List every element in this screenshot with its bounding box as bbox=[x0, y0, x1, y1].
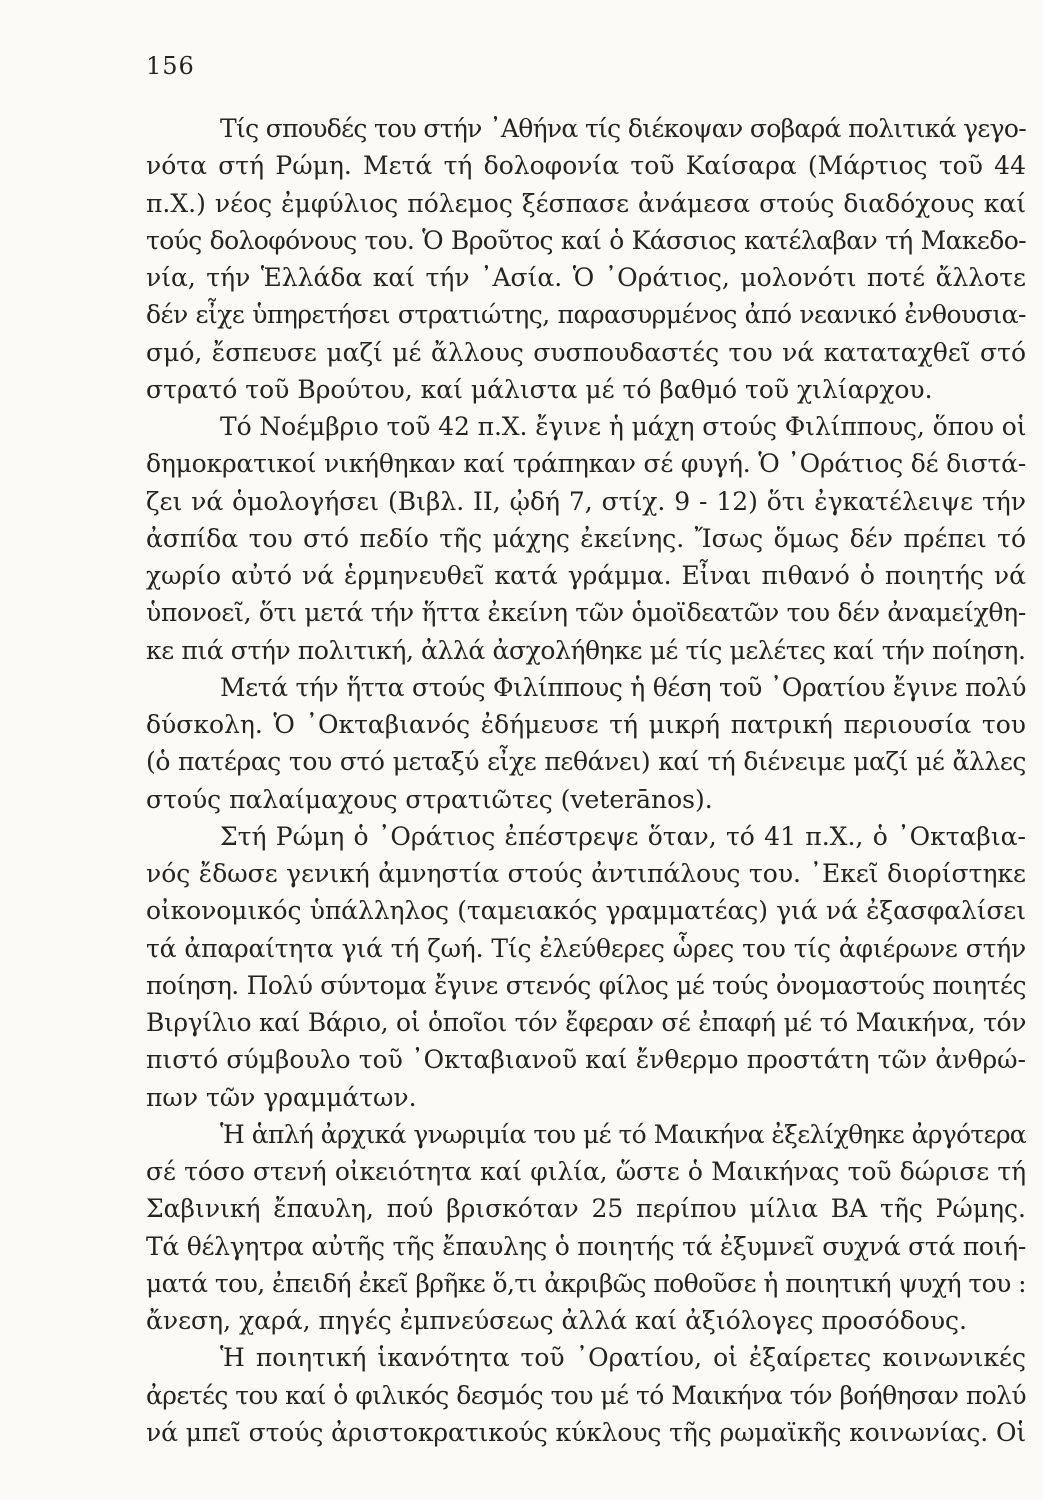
text-line: τούς δολοφόνους του. Ὁ Βροῦτος καί ὁ Κάσσιος κατέλαβαν τή Μακεδο- bbox=[146, 225, 1026, 255]
text-line: νός ἔδωσε γενική ἀμνηστία στούς ἀντιπάλους του. ᾿Εκεῖ διορίστηκε bbox=[146, 859, 1026, 888]
text-line: ἀσπίδα του στό πεδίο τῆς μάχης ἐκείνης. Ἴσως ὅμως δέν πρέπει τό bbox=[146, 523, 1026, 553]
text-line: ὑπονοεῖ, ὅτι μετά τήν ἥττα ἐκείνη τῶν ὁμοϊδεατῶν του δέν ἀναμείχθη- bbox=[146, 598, 1026, 628]
page-number: 156 bbox=[146, 52, 195, 80]
text-line: (ὁ πατέρας του στό μεταξύ εἶχε πεθάνει) καί τή διένειμε μαζί μέ ἄλλες bbox=[146, 747, 1026, 777]
text-line: νία, τήν Ἑλλάδα καί τήν ᾿Ασία. Ὁ ᾿Οράτιος, μολονότι ποτέ ἄλλοτε bbox=[146, 263, 1026, 292]
text-line: π.Χ.) νέος ἐμφύλιος πόλεμος ξέσπασε ἀνάμεσα στούς διαδόχους καί bbox=[146, 188, 1026, 218]
text-line: χωρίο αὐτό νά ἑρμηνευθεῖ κατά γράμμα. Εἶναι πιθανό ὁ ποιητής νά bbox=[146, 561, 1026, 590]
text-line: δημοκρατικοί νικήθηκαν καί τράπηκαν σέ φυγή. Ὁ ᾿Οράτιος δέ διστά- bbox=[146, 449, 1026, 479]
text-line: Τίς σπουδές του στήν ᾿Αθήνα τίς διέκοψαν σοβαρά πολιτικά γεγο- bbox=[220, 114, 1026, 143]
text-line: νότα στή Ρώμη. Μετά τή δολοφονία τοῦ Καίσαρα (Μάρτιος τοῦ 44 bbox=[146, 151, 1026, 181]
text-line: πιστό σύμβουλο τοῦ ᾿Οκταβιανοῦ καί ἔνθερμο προστάτη τῶν ἀνθρώ- bbox=[146, 1045, 1026, 1075]
text-line: Μετά τήν ἥττα στούς Φιλίππους ἡ θέση τοῦ ᾿Ορατίου ἔγινε πολύ bbox=[220, 672, 1026, 702]
text-line: ζει νά ὁμολογήσει (Βιβλ. II, ᾠδή 7, στίχ. 9 - 12) ὅτι ἐγκατέλειψε τήν bbox=[146, 486, 1026, 516]
text-line: Ἡ ποιητική ἱκανότητα τοῦ ᾿Ορατίου, οἱ ἐξαίρετες κοινωνικές bbox=[220, 1343, 1026, 1373]
text-line: πων τῶν γραμμάτων. bbox=[146, 1082, 417, 1112]
body-text bbox=[146, 110, 1026, 1451]
text-line: Στή Ρώμη ὁ ᾿Οράτιος ἐπέστρεψε ὅταν, τό 41 π.Χ., ὁ ᾿Οκταβια- bbox=[220, 821, 1026, 851]
text-line: τά ἀπαραίτητα γιά τή ζωή. Τίς ἐλεύθερες ὧρες του τίς ἀφιέρωνε στήν bbox=[146, 933, 1026, 963]
text-line: Τό Νοέμβριο τοῦ 42 π.Χ. ἔγινε ἡ μάχη στούς Φιλίππους, ὅπου οἱ bbox=[220, 412, 1027, 441]
text-line: Ἡ ἁπλή ἀρχικά γνωριμία του μέ τό Μαικήνα ἐξελίχθηκε ἀργότερα bbox=[220, 1119, 1026, 1149]
text-line: στρατό τοῦ Βρούτου, καί μάλιστα μέ τό βαθμό τοῦ χιλίαρχου. bbox=[146, 374, 933, 404]
text-line: δέν εἶχε ὑπηρετήσει στρατιώτης, παρασυρμένος ἀπό νεανικό ἐνθουσια- bbox=[146, 300, 1026, 330]
text-line: ἄνεση, χαρά, πηγές ἐμπνεύσεως ἀλλά καί ἀξιόλογες προσόδους. bbox=[146, 1306, 967, 1335]
text-line: Βιργίλιο καί Βάριο, οἱ ὁποῖοι τόν ἔφεραν σέ ἐπαφή μέ τό Μαικήνα, τόν bbox=[146, 1008, 1026, 1037]
text-line: στούς παλαίμαχους στρατιῶτες (veterānos). bbox=[146, 784, 713, 814]
text-line: ἀρετές του καί ὁ φιλικός δεσμός του μέ τό Μαικήνα τόν βοήθησαν πολύ bbox=[146, 1380, 1026, 1410]
text-line: ματά του, ἐπειδή ἐκεῖ βρῆκε ὅ,τι ἀκριβῶς ποθοῦσε ἡ ποιητική ψυχή του : bbox=[146, 1268, 1026, 1298]
text-line: Σαβινική ἔπαυλη, πού βρισκόταν 25 περίπου μίλια ΒΑ τῆς Ρώμης. bbox=[146, 1194, 1026, 1224]
text-line: κε πιά στήν πολιτική, ἀλλά ἀσχολήθηκε μέ τίς μελέτες καί τήν ποίηση. bbox=[146, 635, 1026, 665]
text-line: σμό, ἔσπευσε μαζί μέ ἄλλους συσπουδαστές του νά καταταχθεῖ στό bbox=[146, 337, 1026, 367]
text-line: Τά θέλγητρα αὐτῆς τῆς ἔπαυλης ὁ ποιητής τά ἐξυμνεῖ συχνά στά ποιή- bbox=[146, 1231, 1026, 1261]
text-line: ποίηση. Πολύ σύντομα ἔγινε στενός φίλος μέ τούς ὀνομαστούς ποιητές bbox=[146, 970, 1026, 1000]
text-line: σέ τόσο στενή οἰκειότητα καί φιλία, ὥστε ὁ Μαικήνας τοῦ δώρισε τή bbox=[146, 1157, 1026, 1186]
text-line: οἰκονομικός ὑπάλληλος (ταμειακός γραμματέας) γιά νά ἐξασφαλίσει bbox=[146, 896, 1026, 926]
text-line: δύσκολη. Ὁ ᾿Οκταβιανός ἐδήμευσε τή μικρή πατρική περιουσία του bbox=[146, 710, 1026, 739]
text-line: νά μπεῖ στούς ἀριστοκρατικούς κύκλους τῆς ρωμαϊκῆς κοινωνίας. Οἱ bbox=[146, 1417, 1027, 1447]
